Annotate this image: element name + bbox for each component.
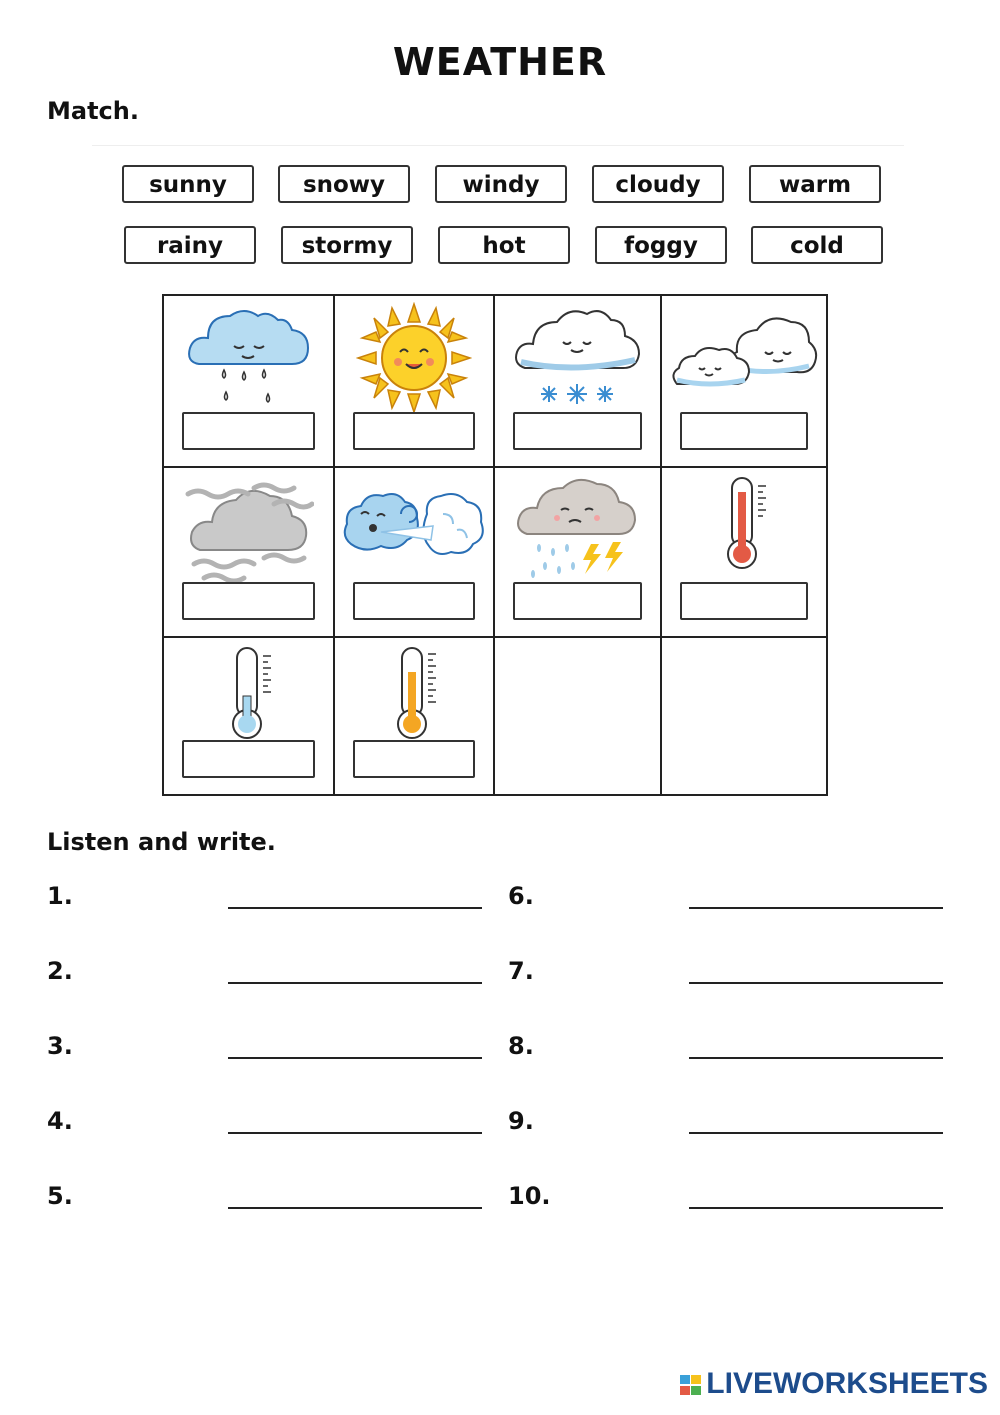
answer-line-9[interactable] (689, 1132, 943, 1134)
grid-cell (334, 637, 494, 795)
answer-box-3[interactable] (513, 412, 642, 450)
word-rainy[interactable]: rainy (124, 226, 256, 264)
question-number: 3. (47, 1032, 73, 1060)
page-title: WEATHER (392, 40, 608, 84)
question-number: 10. (508, 1182, 551, 1210)
grid-cell-empty (661, 637, 827, 795)
question-number: 2. (47, 957, 73, 985)
match-heading: Match. (47, 97, 139, 125)
answer-line-10[interactable] (689, 1207, 943, 1209)
answer-line-2[interactable] (228, 982, 482, 984)
word-cloudy[interactable]: cloudy (592, 165, 724, 203)
thermometer-warm-icon (384, 644, 444, 744)
answer-box-6[interactable] (353, 582, 475, 620)
grid-cell (163, 295, 334, 467)
question-number: 6. (508, 882, 534, 910)
grid-cell (494, 295, 661, 467)
question-number: 8. (508, 1032, 534, 1060)
word-snowy[interactable]: snowy (278, 165, 410, 203)
answer-line-8[interactable] (689, 1057, 943, 1059)
grid-cell (334, 295, 494, 467)
answer-box-4[interactable] (680, 412, 808, 450)
word-stormy[interactable]: stormy (281, 226, 413, 264)
grid-cell (163, 637, 334, 795)
rainy-cloud-icon (184, 302, 314, 412)
liveworksheets-logo-icon (680, 1373, 702, 1397)
answer-line-1[interactable] (228, 907, 482, 909)
thermometer-hot-icon (714, 474, 774, 574)
thermometer-cold-icon (219, 644, 279, 744)
question-number: 1. (47, 882, 73, 910)
word-sunny[interactable]: sunny (122, 165, 254, 203)
answer-line-3[interactable] (228, 1057, 482, 1059)
picture-grid (162, 294, 828, 794)
grid-cell (334, 467, 494, 637)
answer-line-5[interactable] (228, 1207, 482, 1209)
logo-text: LIVEWORKSHEETS (706, 1367, 988, 1400)
listen-heading: Listen and write. (47, 828, 276, 856)
sun-icon (356, 302, 472, 414)
answer-box-9[interactable] (182, 740, 315, 778)
question-number: 4. (47, 1107, 73, 1135)
liveworksheets-logo[interactable] (680, 1367, 988, 1401)
answer-line-6[interactable] (689, 907, 943, 909)
grid-cell-empty (494, 637, 661, 795)
fog-cloud-icon (184, 474, 314, 584)
snow-cloud-icon (513, 302, 643, 412)
grid-cell (661, 467, 827, 637)
answer-box-1[interactable] (182, 412, 315, 450)
question-number: 7. (508, 957, 534, 985)
grid-cell (163, 467, 334, 637)
answer-box-7[interactable] (513, 582, 642, 620)
question-number: 5. (47, 1182, 73, 1210)
storm-cloud-icon (513, 474, 643, 584)
grid-cell (661, 295, 827, 467)
answer-box-5[interactable] (182, 582, 315, 620)
clouds-icon (669, 302, 819, 402)
question-number: 9. (508, 1107, 534, 1135)
separator (92, 145, 904, 146)
word-foggy[interactable]: foggy (595, 226, 727, 264)
word-warm[interactable]: warm (749, 165, 881, 203)
answer-box-8[interactable] (680, 582, 808, 620)
wind-cloud-icon (341, 474, 487, 574)
answer-line-4[interactable] (228, 1132, 482, 1134)
word-hot[interactable]: hot (438, 226, 570, 264)
answer-box-10[interactable] (353, 740, 475, 778)
word-cold[interactable]: cold (751, 226, 883, 264)
answer-box-2[interactable] (353, 412, 475, 450)
grid-cell (494, 467, 661, 637)
answer-line-7[interactable] (689, 982, 943, 984)
word-windy[interactable]: windy (435, 165, 567, 203)
